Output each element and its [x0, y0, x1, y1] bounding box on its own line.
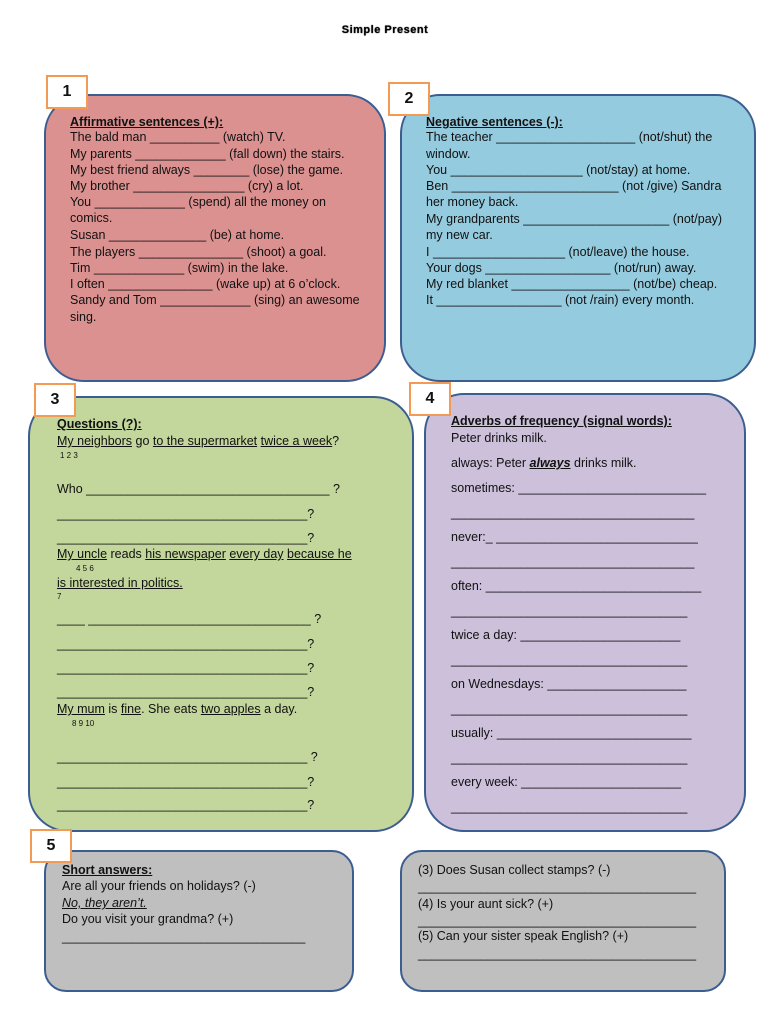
affirmative-line-8: The players _______________ (shoot) a goal.: [70, 245, 327, 259]
adverb-every-week-line: __________________________________: [451, 800, 688, 814]
adverbs-example: always: Peter always drinks milk.: [451, 456, 637, 470]
adverb-sometimes-line: ___________________________________: [451, 506, 695, 520]
adverb-sometimes: sometimes: ___________________________: [451, 481, 707, 495]
section-number-3: 3: [34, 383, 76, 417]
negative-line-6: My grandparents _____________________ (not/pay): [426, 212, 723, 226]
short-answer-line-3: ________________________________________: [418, 880, 697, 894]
adverbs-intro: Peter drinks milk.: [451, 431, 547, 445]
affirmative-line-4: My brother ________________ (cry) a lot.: [70, 179, 304, 193]
adverb-often-line: __________________________________: [451, 604, 688, 618]
question-blank-1: ____________________________________?: [57, 507, 315, 521]
negative-line-3: You ___________________ (not/stay) at home.: [426, 163, 691, 177]
question-sentence-3: My mum is fine. She eats two apples a day.: [57, 702, 298, 716]
affirmative-line-5: You _____________ (spend) all the money on: [70, 195, 326, 209]
affirmative-line-10: I often _______________ (wake up) at 6 o’clock.: [70, 277, 341, 291]
negative-line-2: window.: [426, 147, 471, 161]
adverb-never-line: ___________________________________: [451, 555, 695, 569]
affirmative-line-2: My parents _____________ (fall down) the stairs.: [70, 147, 345, 161]
adverb-twice-a-day: twice a day: _______________________: [451, 628, 681, 642]
short-answer-line-5: ________________________________________: [418, 947, 697, 961]
adverb-often: often: _______________________________: [451, 579, 702, 593]
question-blank-8: ____________________________________?: [57, 775, 315, 789]
short-answer-question-5: (5) Can your sister speak English? (+): [418, 929, 629, 943]
affirmative-line-11: Sandy and Tom _____________ (sing) an awesome: [70, 293, 360, 307]
section-number-4: 4: [409, 382, 451, 416]
who-question-line: Who ___________________________________ ?: [57, 482, 340, 496]
question-blank-9: ____________________________________?: [57, 798, 315, 812]
short-answers-heading: Short answers:: [62, 863, 153, 877]
question-blank-7: ____________________________________ ?: [57, 750, 318, 764]
short-answer-line-4: ________________________________________: [418, 914, 697, 928]
short-answer-question-3: (3) Does Susan collect stamps? (-): [418, 863, 611, 877]
adverb-every-week: every week: _______________________: [451, 775, 682, 789]
question-blank-4: ____________________________________?: [57, 637, 315, 651]
question-blank-5: ____________________________________?: [57, 661, 315, 675]
question-blank-6: ____________________________________?: [57, 685, 315, 699]
short-answer-line: ___________________________________: [62, 930, 306, 944]
adverb-on-wednesdays: on Wednesdays: ____________________: [451, 677, 687, 691]
affirmative-line-6: comics.: [70, 211, 113, 225]
question-sentence-2b: is interested in politics.: [57, 576, 183, 590]
questions-heading: Questions (?):: [57, 417, 142, 431]
question-blank-2: ____________________________________?: [57, 531, 315, 545]
affirmative-line-9: Tim _____________ (swim) in the lake.: [70, 261, 289, 275]
adverb-never: never:_ _____________________________: [451, 530, 698, 544]
adverbs-heading: Adverbs of frequency (signal words):: [451, 414, 672, 428]
affirmative-line-12: sing.: [70, 310, 97, 324]
short-answer-question-2: Do you visit your grandma? (+): [62, 912, 234, 926]
adverb-usually: usually: ____________________________: [451, 726, 692, 740]
negative-line-1: The teacher ____________________ (not/shut) the: [426, 130, 713, 144]
negative-line-9: Your dogs __________________ (not/run) away.: [426, 261, 697, 275]
short-answer-question-1: Are all your friends on holidays? (-): [62, 879, 256, 893]
section-number-2: 2: [388, 82, 430, 116]
affirmative-line-7: Susan ______________ (be) at home.: [70, 228, 285, 242]
question-sentence-1: My neighbors go to the supermarket twice a week?: [57, 434, 340, 448]
negative-line-4: Ben ________________________ (not /give) Sandra: [426, 179, 722, 193]
section-number-1: 1: [46, 75, 88, 109]
question-2b-number: 7: [57, 592, 62, 601]
adverb-twice-a-day-line: __________________________________: [451, 653, 688, 667]
negative-line-11: It __________________ (not /rain) every month.: [426, 293, 695, 307]
negative-heading: Negative sentences (-):: [426, 115, 563, 129]
negative-line-7: my new car.: [426, 228, 493, 242]
page-title: Simple Present: [341, 24, 429, 36]
question-1-numbers: 1 2 3: [60, 451, 78, 460]
affirmative-line-1: The bald man __________ (watch) TV.: [70, 130, 286, 144]
short-answer-example: No, they aren’t.: [62, 896, 147, 910]
negative-line-8: I ___________________ (not/leave) the house.: [426, 245, 690, 259]
question-blank-3: ____ ________________________________ ?: [57, 612, 322, 626]
question-2-numbers: 4 5 6: [76, 564, 94, 573]
question-3-numbers: 8 9 10: [72, 719, 95, 728]
affirmative-line-3: My best friend always ________ (lose) the game.: [70, 163, 344, 177]
question-sentence-2: My uncle reads his newspaper every day because he: [57, 547, 352, 561]
affirmative-heading: Affirmative sentences (+):: [70, 115, 224, 129]
short-answer-question-4: (4) Is your aunt sick? (+): [418, 897, 554, 911]
adverb-usually-line: __________________________________: [451, 751, 688, 765]
negative-line-10: My red blanket _________________ (not/be) cheap.: [426, 277, 718, 291]
negative-line-5: her money back.: [426, 195, 519, 209]
section-number-5: 5: [30, 829, 72, 863]
adverb-on-wednesdays-line: __________________________________: [451, 702, 688, 716]
